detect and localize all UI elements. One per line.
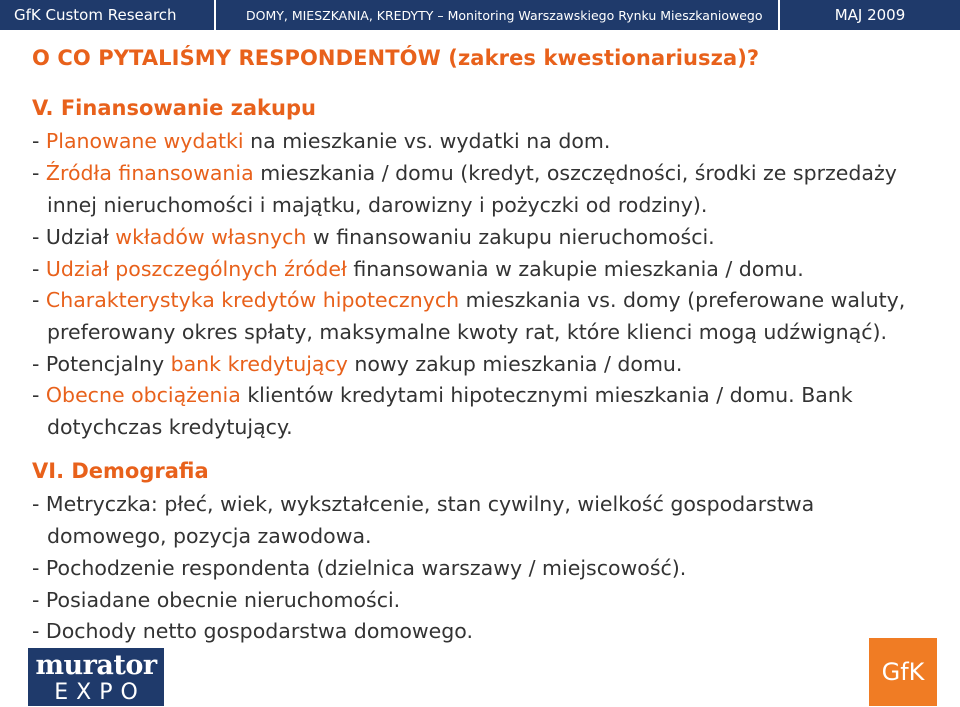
expo-logo-text: EXPO xyxy=(54,680,146,705)
list-item: - Metryczka: płeć, wiek, wykształcenie, stan cywilny, wielkość gospodarstwa xyxy=(32,492,815,516)
list-item: - Obecne obciążenia klientów kredytami hipotecznymi mieszkania / domu. Bank xyxy=(32,383,853,407)
list-item: - Potencjalny bank kredytujący nowy zakup mieszkania / domu. xyxy=(32,352,683,376)
section-v-heading: V. Finansowanie zakupu xyxy=(32,96,316,120)
list-item-continuation: dotychczas kredytujący. xyxy=(47,415,293,439)
list-item: - Charakterystyka kredytów hipotecznych mieszkania vs. domy (preferowane waluty, xyxy=(32,288,906,312)
list-item: - Udział poszczególnych źródeł finansowania w zakupie mieszkania / domu. xyxy=(32,257,804,281)
header-company: GfK Custom Research xyxy=(0,0,216,30)
list-item: - Udział wkładów własnych w finansowaniu zakupu nieruchomości. xyxy=(32,225,715,249)
header-bar xyxy=(0,0,960,30)
section-vi-heading: VI. Demografia xyxy=(32,459,209,483)
page-title: O CO PYTALIŚMY RESPONDENTÓW (zakres kwestionariusza)? xyxy=(32,46,760,70)
murator-expo-logo xyxy=(28,648,164,706)
list-item-continuation: domowego, pozycja zawodowa. xyxy=(47,524,372,548)
header-date: MAJ 2009 xyxy=(834,6,906,24)
gfk-logo: GfK xyxy=(869,638,937,706)
list-item: - Posiadane obecnie nieruchomości. xyxy=(32,588,401,612)
list-item: - Źródła finansowania mieszkania / domu (kredyt, oszczędności, środki ze sprzedaży xyxy=(32,161,897,185)
murator-logo-text: murator xyxy=(35,650,157,681)
list-item-continuation: innej nieruchomości i majątku, darowizny i pożyczki od rodziny). xyxy=(47,193,708,217)
list-item: - Pochodzenie respondenta (dzielnica warszawy / miejscowość). xyxy=(32,556,687,580)
list-item: - Planowane wydatki na mieszkanie vs. wydatki na dom. xyxy=(32,129,611,153)
list-item-continuation: preferowany okres spłaty, maksymalne kwoty rat, które klienci mogą udźwignąć). xyxy=(47,320,887,344)
header-report-title: DOMY, MIESZKANIA, KREDYTY – Monitoring Warszawskiego Rynku Mieszkaniowego xyxy=(216,0,780,30)
list-item: - Dochody netto gospodarstwa domowego. xyxy=(32,619,473,643)
